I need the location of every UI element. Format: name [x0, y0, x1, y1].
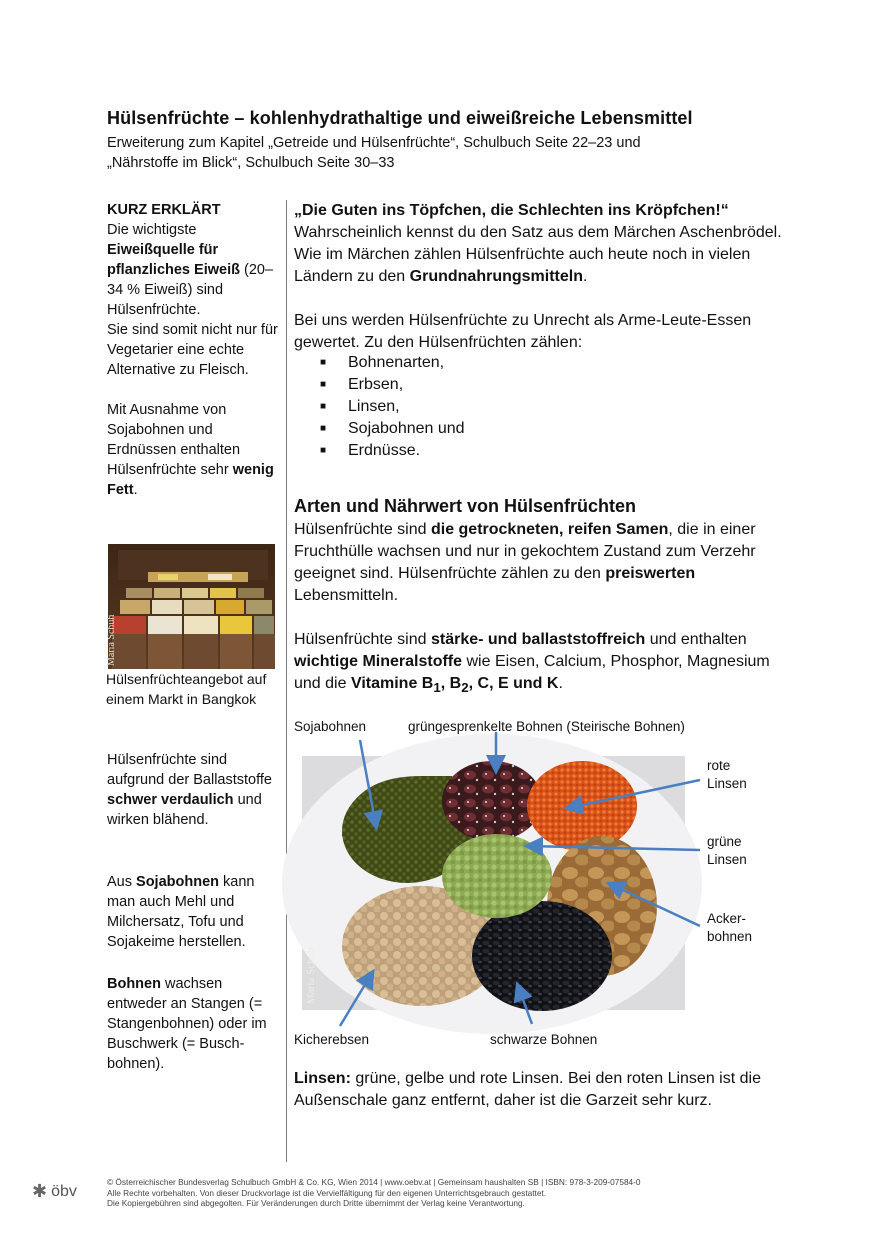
- market-photo-caption: Hülsenfrüchteangebot auf einem Markt in Bangkok: [106, 671, 267, 707]
- list-item: ■ Erbsen,: [320, 374, 465, 396]
- left-p3-bold: schwer verdaulich: [107, 792, 234, 808]
- subtitle-line-2: „Nährstoffe im Blick“, Schulbuch Seite 30–33: [107, 155, 395, 171]
- linsen-text: grüne, gelbe und rote Linsen. Bei den roten Linsen ist die Außenschale ganz entfernt, daher ist die Garzeit sehr kurz.: [294, 1070, 761, 1109]
- label-kicherebsen: Kicherebsen: [294, 1032, 370, 1047]
- market-photo: [108, 544, 275, 669]
- intro-end: .: [582, 268, 588, 285]
- left-p2-bold: wenig Fett: [107, 462, 274, 498]
- bullet-icon: ■: [320, 379, 327, 390]
- label-schwarze-bohnen: schwarze Bohnen: [490, 1032, 598, 1047]
- left-p2-end: .: [133, 482, 138, 498]
- nutrition-paragraph-2: Hülsenfrüchte sind stärke- und ballaststoffreich und enthalten wichtige Mineralstoffe wie Eisen, Calcium, Phosphor, Magnesium und die Vitamine $B_1$, $B_2$, C, E und K.: [294, 631, 770, 696]
- left-p4-bold: Sojabohnen: [136, 874, 220, 890]
- footer-copyright: [107, 1177, 747, 1209]
- bullet-icon: ■: [320, 445, 327, 456]
- left-fat-note: [107, 400, 279, 500]
- legume-photo-credit: Maria Schuh: [305, 947, 317, 1004]
- list-item: ■ Erdnüsse.: [320, 440, 465, 462]
- bullet-icon: ■: [320, 357, 327, 368]
- label-ackerbohnen: Acker- bohnen: [707, 911, 753, 944]
- legume-plate-photo: [302, 756, 685, 1010]
- kurz-erklaert-heading: KURZ ERKLÄRT: [107, 202, 221, 218]
- left-p4-end: kann man auch Mehl und Milchersatz, Tofu und Sojakeime herstellen.: [107, 874, 255, 950]
- kurz-erklaert-box: [107, 200, 279, 380]
- page-title: Hülsenfrüchte – kohlenhydrathaltige und eiweißreiche Lebensmittel: [107, 108, 693, 128]
- linsen-label: Linsen:: [294, 1070, 351, 1087]
- vitamins: Vitamine $B_1$, $B_2$, C, E und K: [350, 675, 559, 696]
- left-digest-note: [107, 750, 279, 830]
- subtitle-line-1: Erweiterung zum Kapitel „Getreide und Hülsenfrüchte“, Schulbuch Seite 22–23 und: [107, 135, 641, 151]
- list-item: ■ Sojabohnen und: [320, 418, 465, 440]
- star-icon: ✱: [32, 1181, 48, 1201]
- linsen-paragraph: [294, 1068, 794, 1112]
- logo-text: öbv: [51, 1182, 77, 1200]
- left-paragraph-4: [107, 872, 279, 952]
- list-item: ■ Bohnenarten,: [320, 352, 465, 374]
- left-paragraph-2: [107, 400, 279, 500]
- left-p5-bold: Bohnen: [107, 976, 161, 992]
- footer-line-2: Alle Rechte vorbehalten. Von dieser Druckvorlage ist die Vervielfältigung für den eigenen Unterrichtsgebrauch gestattet.: [107, 1187, 547, 1198]
- label-rote-linsen: rote Linsen: [707, 758, 747, 791]
- left-p2-text: Mit Ausnahme von Sojabohnen und Erdnüssen enthalten Hülsenfrüchte sehr: [107, 402, 241, 478]
- intro-block: [294, 200, 794, 288]
- footer-line-3: Die Kopiergebühren sind abgegolten. Für Veränderungen durch Dritte übernimmt der Verlag keine Verantwortung.: [107, 1198, 525, 1208]
- left-paragraph-1b: Sie sind somit nicht nur für Vegetarier eine echte Alternative zu Fleisch.: [107, 322, 278, 378]
- oebv-logo: [32, 1181, 77, 1202]
- intro-paragraph: [294, 222, 794, 288]
- left-p1-text-a: Die wichtigste: [107, 222, 197, 238]
- left-paragraph-3: [107, 750, 279, 830]
- left-p1-bold: Eiweißquelle für pflanzliches Eiweiß: [107, 242, 240, 278]
- quote: [294, 200, 794, 222]
- intro-bold: Grundnahrungsmitteln: [409, 268, 583, 285]
- left-p3-text: Hülsenfrüchte sind aufgrund der Ballaststoffe: [107, 752, 272, 788]
- footer-line-1: © Österreichischer Bundesverlag Schulbuch GmbH & Co. KG, Wien 2014 | www.oebv.at | Gemeinsam haushalten SB | ISBN: 978-3-209-07584-0: [107, 1177, 641, 1187]
- left-paragraph-5: [107, 974, 279, 1074]
- legume-list-intro: Bei uns werden Hülsenfrüchte zu Unrecht als Arme-Leute-Essen gewertet. Zu den Hülsenfrüchten zählen:: [294, 312, 752, 351]
- left-p1-text-c: (20–34 % Eiweiß) sind Hülsenfrüchte.: [107, 262, 274, 318]
- left-paragraph-1: [107, 220, 279, 320]
- page-subtitle: [107, 133, 747, 173]
- bullet-icon: ■: [320, 401, 327, 412]
- left-bohnen-note: [107, 974, 279, 1074]
- column-divider: [286, 200, 287, 1162]
- list-item: ■ Linsen,: [320, 396, 465, 418]
- legume-list: [320, 352, 465, 462]
- market-photo-credit: Maria Schuh: [106, 614, 117, 666]
- label-gruengesprenkelte-bohnen: grüngesprenkelte Bohnen (Steirische Bohnen): [408, 719, 685, 734]
- left-p3-end: und wirken blähend.: [107, 792, 262, 828]
- quote-text: „Die Guten ins Töpfchen, die Schlechten ins Kröpfchen!“: [294, 202, 729, 219]
- label-sojabohnen: Sojabohnen: [294, 719, 367, 734]
- left-soja-note: [107, 872, 279, 952]
- bullet-icon: ■: [320, 423, 327, 434]
- left-p5-text: wachsen entweder an Stangen (= Stangenbohnen) oder im Buschwerk (= Busch-bohnen).: [107, 976, 267, 1072]
- left-p4-text: Aus: [107, 874, 132, 890]
- intro-text: Wahrscheinlich kennst du den Satz aus dem Märchen Aschenbrödel. Wie im Märchen zählen Hülsenfrüchte auch heute noch in vielen Ländern zu den: [294, 224, 782, 285]
- label-gruene-linsen: grüne Linsen: [707, 834, 747, 867]
- nutrition-paragraph-1: Hülsenfrüchte sind die getrockneten, reifen Samen, die in einer Fruchthülle wachsen und nur in gekochtem Zustand zum Verzehr geeignet sind. Hülsenfrüchte zählen zu den preiswerten Lebensmitteln.: [294, 521, 756, 604]
- section-title: Arten und Nährwert von Hülsenfrüchten: [294, 496, 637, 516]
